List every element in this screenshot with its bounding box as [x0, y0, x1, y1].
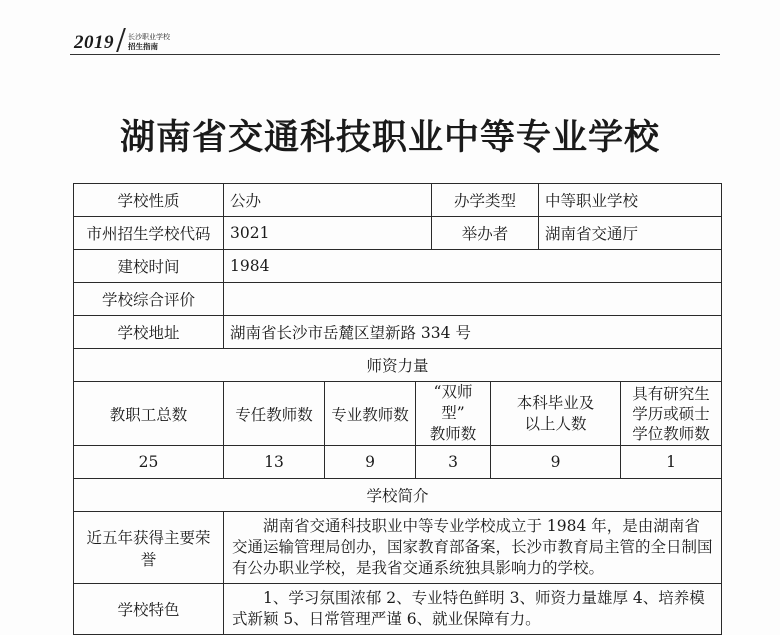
founded-label: 建校时间 [74, 250, 224, 283]
faculty-header-bachelor: 本科毕业及 以上人数 [491, 382, 621, 446]
school-info-table [73, 183, 722, 635]
header-divider [116, 28, 126, 52]
type-label: 办学类型 [432, 184, 539, 217]
faculty-header-total-text: 教职工总数 [109, 405, 188, 424]
address-label: 学校地址 [74, 316, 224, 349]
faculty-value-professional: 9 [325, 446, 416, 479]
faculty-value-total: 25 [74, 446, 224, 479]
nature-value: 公办 [224, 184, 432, 217]
page-header [70, 28, 720, 54]
nature-label: 学校性质 [74, 184, 224, 217]
faculty-header-postgrad: 具有研究生 学历或硕士 学位教师数 [621, 382, 722, 446]
faculty-header-professional-text: 专业教师数 [331, 405, 409, 424]
faculty-header-fulltime-text: 专任教师数 [235, 405, 313, 424]
faculty-header-fulltime [224, 382, 325, 446]
organizer-label: 举办者 [432, 217, 539, 250]
header-subtitle-1: 长沙职业学校 [128, 33, 170, 41]
header-year: 2019 [74, 32, 114, 53]
founded-value: 1984 [224, 250, 722, 283]
evaluation-value [224, 283, 722, 316]
organizer-value: 湖南省交通厅 [539, 217, 722, 250]
code-value: 3021 [224, 217, 432, 250]
type-value: 中等职业学校 [539, 184, 722, 217]
faculty-header-professional [325, 382, 416, 446]
faculty-header-total [74, 382, 224, 446]
faculty-value-bachelor: 9 [491, 446, 621, 479]
honors-label: 近五年获得主要荣誉 [74, 512, 224, 584]
intro-text: 湖南省交通科技职业中等专业学校成立于 1984 年，是由湖南省交通运输管理局创办，国家教育部备案，长沙市教育局主管的全日制国有公办职业学校，是我省交通系统独具影响力的学校。 [224, 512, 722, 584]
faculty-heading: 师资力量 [74, 349, 722, 382]
page-title: 湖南省交通科技职业中等专业学校 [119, 118, 660, 158]
faculty-value-dual: 3 [416, 446, 491, 479]
faculty-value-postgrad: 1 [621, 446, 722, 479]
features-text: 1、学习氛围浓郁 2、专业特色鲜明 3、师资力量雄厚 4、培养模式新颖 5、日常管理严谨 6、就业保障有力。 [224, 584, 722, 635]
header-rule [70, 54, 720, 55]
faculty-header-dual: “双师型” 教师数 [416, 382, 491, 446]
faculty-value-fulltime: 13 [224, 446, 325, 479]
code-label: 市州招生学校代码 [74, 217, 224, 250]
evaluation-label: 学校综合评价 [74, 283, 224, 316]
intro-heading: 学校简介 [74, 479, 722, 512]
features-label: 学校特色 [74, 584, 224, 635]
address-value: 湖南省长沙市岳麓区望新路 334 号 [224, 316, 722, 349]
header-subtitle-2: 招生指南 [128, 42, 158, 51]
